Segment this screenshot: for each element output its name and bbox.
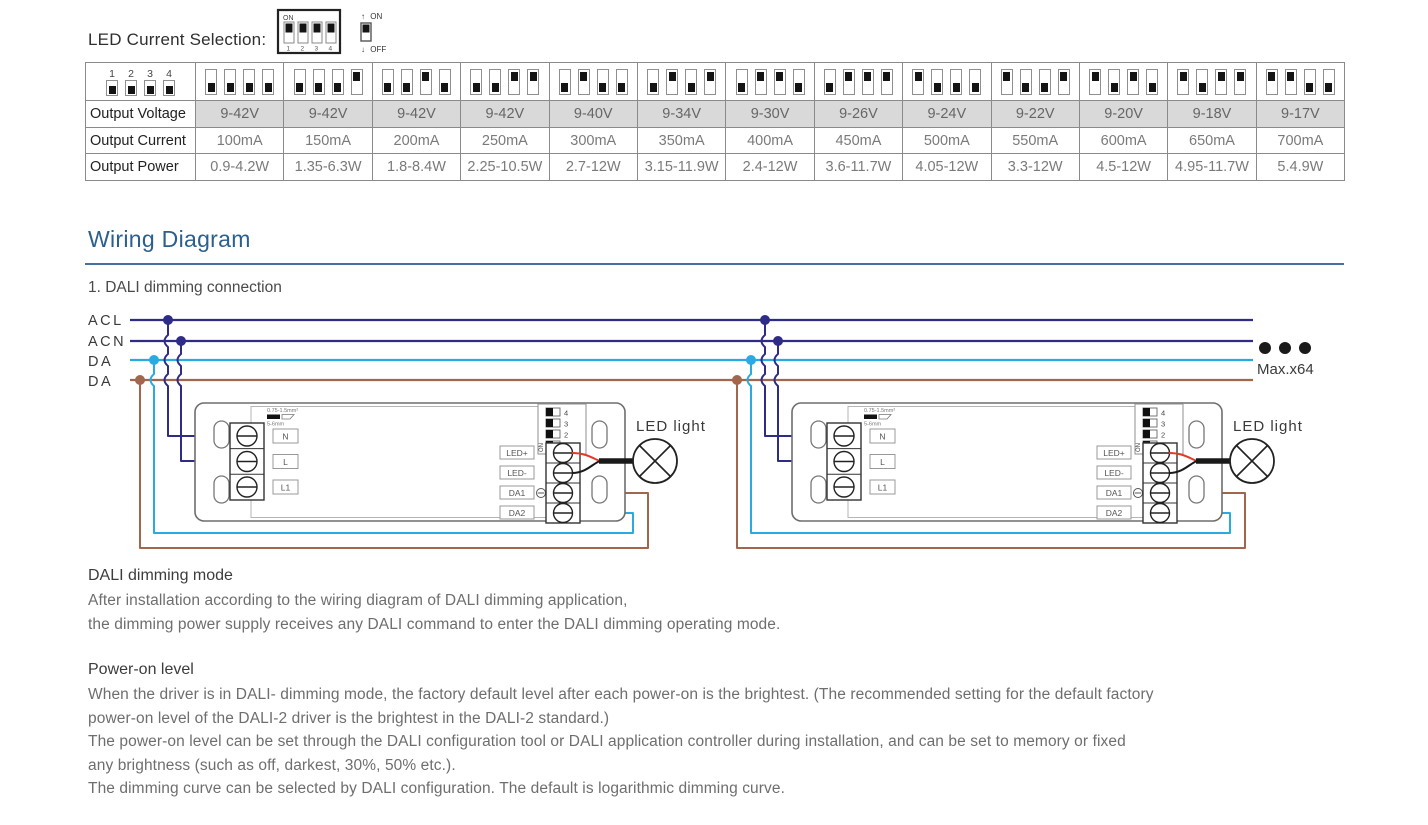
dip-switch	[862, 69, 874, 95]
dip-switch-legend-unit	[163, 69, 175, 96]
dip-legend	[86, 63, 195, 100]
dip-switch-group	[373, 63, 460, 100]
dip-switch	[163, 80, 175, 96]
dip-knob	[738, 83, 745, 92]
dip-state-cell	[284, 63, 372, 101]
screw-terminal	[237, 426, 257, 446]
svg-text:3: 3	[314, 45, 319, 53]
dip-switch	[685, 69, 697, 95]
dip-knob	[353, 72, 360, 81]
dip-box-on-label: ON	[283, 15, 294, 22]
dip-state-cell	[1256, 63, 1344, 101]
dip-knob	[1325, 83, 1332, 92]
terminal-label-da2: DA2	[508, 508, 526, 518]
led-driver-unit	[135, 315, 706, 548]
output-current-value: 500mA	[903, 128, 991, 154]
dip-switch-group	[196, 63, 283, 100]
dip-knob	[473, 83, 480, 92]
output-power-value: 4.95-11.7W	[1168, 154, 1256, 181]
dip-switch	[243, 69, 255, 95]
dip-knob	[166, 86, 173, 94]
dip-switch	[1266, 69, 1278, 95]
bus-label-acn: ACN	[88, 334, 127, 350]
dip-number: 2	[128, 68, 134, 80]
dip-switch	[559, 69, 571, 95]
dip-knob	[883, 72, 890, 81]
section-1	[88, 567, 1398, 636]
text-sections	[88, 567, 1398, 801]
dip-switch	[666, 69, 678, 95]
mount-hole	[214, 476, 229, 503]
driver-dip-on-label: ON	[539, 443, 545, 452]
section-heading: DALI dimming mode	[88, 567, 233, 584]
dip-switch	[912, 69, 924, 95]
wire-spec-label: 0.75-1.5mm²	[267, 408, 299, 414]
dip-knob	[265, 83, 272, 92]
output-power-row	[86, 154, 1345, 181]
dip-switch	[262, 69, 274, 95]
svg-text:3: 3	[564, 419, 569, 429]
output-power-value: 2.4-12W	[726, 154, 814, 181]
output-power-value: 2.25-10.5W	[461, 154, 549, 181]
arrow-down-icon: ↓	[361, 45, 366, 54]
terminal-label-l1: L1	[280, 482, 291, 493]
max-units-label: Max.x64	[1257, 361, 1314, 378]
svg-text:2: 2	[300, 45, 305, 53]
dip-switch	[224, 69, 236, 95]
output-current-value: 100mA	[196, 128, 284, 154]
dip-knob	[315, 83, 322, 92]
dip-knob	[109, 86, 116, 94]
dip-legend-cell	[86, 63, 196, 101]
output-power-value: 1.35-6.3W	[284, 154, 372, 181]
dip-knob	[1022, 83, 1029, 92]
acn-junction-dot	[176, 336, 186, 346]
section-line: power-on level of the DALI-2 driver is the brightest in the DALI-2 standard.)	[88, 709, 610, 727]
wiring-diagram-title: Wiring Diagram	[88, 226, 251, 252]
dip-knob	[147, 86, 154, 94]
dip-knob	[707, 72, 714, 81]
output-voltage-value: 9-42V	[461, 101, 549, 128]
svg-text:4: 4	[328, 45, 333, 53]
svg-text:4: 4	[564, 408, 569, 418]
dip-knob	[530, 72, 537, 81]
dip-knob	[1287, 72, 1294, 81]
dip-state-cell	[1168, 63, 1256, 101]
mount-hole	[592, 476, 607, 503]
output-voltage-value: 9-42V	[196, 101, 284, 128]
screw-terminal	[554, 484, 573, 503]
dip-state-cell	[903, 63, 991, 101]
dip-knob	[296, 83, 303, 92]
dip-switch	[439, 69, 451, 95]
bus-label-da1: DA	[88, 354, 114, 370]
led-light-label: LED light	[636, 418, 706, 435]
section-line: the dimming power supply receives any DALI command to enter the DALI dimming operating mode.	[88, 615, 781, 633]
dip-knob	[1268, 72, 1275, 81]
dip-knob	[208, 83, 215, 92]
dip-knob	[688, 83, 695, 92]
screw-terminal	[554, 504, 573, 523]
bus-lines	[130, 320, 1253, 380]
section-line: When the driver is in DALI- dimming mode, the factory default level after each power-on is the brightest. (The recommended setting for the default factory	[88, 686, 1154, 703]
dip-switch	[578, 69, 590, 95]
input-terminal-block	[230, 423, 298, 500]
dip-switch	[1285, 69, 1297, 95]
dip-state-cell	[196, 63, 284, 101]
dip-switch-legend-unit	[125, 69, 137, 96]
dip-knob	[826, 83, 833, 92]
dip-knob	[1130, 72, 1137, 81]
dip-state-cell	[461, 63, 549, 101]
output-voltage-value: 9-20V	[1079, 101, 1167, 128]
output-current-row	[86, 128, 1345, 154]
dip-knob	[972, 83, 979, 92]
output-voltage-value: 9-26V	[814, 101, 902, 128]
led-current-selection-label: LED Current Selection:	[88, 30, 267, 49]
bus-labels	[88, 313, 126, 390]
dip-state-cell	[814, 63, 902, 101]
dip-switch	[704, 69, 716, 95]
dip-knob	[227, 83, 234, 92]
output-current-value: 350mA	[637, 128, 725, 154]
dip-knob	[492, 83, 499, 92]
dip-knob	[599, 83, 606, 92]
dip-switch-group	[284, 63, 371, 100]
bus-label-acl: ACL	[88, 313, 124, 329]
bus-label-da2: DA	[88, 374, 114, 390]
dip-knob	[334, 83, 341, 92]
terminal-label-led-plus: LED+	[506, 448, 528, 458]
dip-switch	[950, 69, 962, 95]
dip-switch-group	[903, 63, 990, 100]
dip-switch	[332, 69, 344, 95]
dip-knob	[1237, 72, 1244, 81]
dip-switch	[824, 69, 836, 95]
dip-switch	[1234, 69, 1246, 95]
output-power-label: Output Power	[86, 154, 196, 181]
dip-knob	[1306, 83, 1313, 92]
dip-switch	[1058, 69, 1070, 95]
dip-knob	[561, 83, 568, 92]
led-current-selection-row	[88, 8, 401, 58]
dip-knob	[934, 83, 941, 92]
screw-terminal	[237, 452, 257, 472]
strip-length-label: 5-6mm	[267, 421, 285, 428]
dip-switch	[1108, 69, 1120, 95]
svg-text:1: 1	[286, 45, 291, 53]
dip-switch	[793, 69, 805, 95]
output-voltage-row	[86, 101, 1345, 128]
dip-state-cell	[726, 63, 814, 101]
terminal-label-led-minus: LED-	[507, 468, 527, 478]
section-divider	[85, 263, 1344, 265]
output-current-value: 150mA	[284, 128, 372, 154]
dip-knob	[618, 83, 625, 92]
output-power-value: 3.6-11.7W	[814, 154, 902, 181]
output-current-label: Output Current	[86, 128, 196, 154]
dip-switch	[597, 69, 609, 95]
dip-switch	[382, 69, 394, 95]
output-voltage-value: 9-40V	[549, 101, 637, 128]
section-line: After installation according to the wiring diagram of DALI dimming application,	[88, 592, 628, 609]
output-voltage-value: 9-42V	[284, 101, 372, 128]
dip-knob	[845, 72, 852, 81]
dip-knob	[669, 72, 676, 81]
dip-switch-legend-unit	[144, 69, 156, 96]
dip-switch	[1323, 69, 1335, 95]
dip-knob	[650, 83, 657, 92]
dip-switch	[489, 69, 501, 95]
output-current-value: 450mA	[814, 128, 902, 154]
dip-knob	[776, 72, 783, 81]
led-driver-unit-2	[732, 315, 1303, 548]
dip-switch-legend-unit	[106, 69, 118, 96]
continuation-dots	[1259, 342, 1311, 354]
output-voltage-value: 9-17V	[1256, 101, 1344, 128]
terminal-label-n: N	[282, 431, 289, 442]
dip-switch-icon	[276, 8, 401, 58]
dip-switch	[1039, 69, 1051, 95]
dip-switch	[420, 69, 432, 95]
output-power-value: 3.3-12W	[991, 154, 1079, 181]
dip-knob	[1199, 83, 1206, 92]
dip-switch-group	[726, 63, 813, 100]
section-line: The power-on level can be set through the DALI configuration tool or DALI application controller during installation, and can be set to memory or fixed	[88, 733, 1126, 750]
output-voltage-label: Output Voltage	[86, 101, 196, 128]
ground-symbol	[537, 489, 546, 498]
dip-switch	[508, 69, 520, 95]
dip-switch	[294, 69, 306, 95]
dip-switch	[1177, 69, 1189, 95]
dip-knob	[1218, 72, 1225, 81]
dip-knob	[384, 83, 391, 92]
dip-state-cell	[1079, 63, 1167, 101]
dip-state-cell	[991, 63, 1079, 101]
screw-terminal	[554, 464, 573, 483]
output-voltage-value: 9-34V	[637, 101, 725, 128]
dip-state-cell	[372, 63, 460, 101]
screw-terminal	[237, 477, 257, 497]
dip-knob	[953, 83, 960, 92]
legend-off-label: OFF	[370, 45, 387, 54]
dip-switch-group	[461, 63, 548, 100]
mount-hole	[214, 421, 229, 448]
dip-switch	[470, 69, 482, 95]
dip-knob	[1092, 72, 1099, 81]
dip-switch	[527, 69, 539, 95]
dip-switch	[401, 69, 413, 95]
output-power-value: 4.5-12W	[1079, 154, 1167, 181]
svg-text:↑ ON	[361, 12, 382, 21]
dip-switch	[1020, 69, 1032, 95]
dip-knob	[1041, 83, 1048, 92]
dip-knob	[403, 83, 410, 92]
dip-switch	[1146, 69, 1158, 95]
dip-legend	[361, 12, 386, 54]
terminal-label-l: L	[283, 457, 288, 467]
dip-knob	[757, 72, 764, 81]
arrow-up-icon: ↑	[361, 12, 366, 21]
dip-switch	[647, 69, 659, 95]
mount-hole	[592, 421, 607, 448]
output-power-value: 3.15-11.9W	[637, 154, 725, 181]
dip-state-cell	[637, 63, 725, 101]
output-current-value: 650mA	[1168, 128, 1256, 154]
section-line: The dimming curve can be selected by DALI configuration. The default is logarithmic dimming curve.	[88, 780, 786, 797]
dip-knob	[1149, 83, 1156, 92]
dip-knob	[1111, 83, 1118, 92]
output-power-value: 4.05-12W	[903, 154, 991, 181]
dip-number: 4	[166, 68, 172, 80]
output-power-value: 0.9-4.2W	[196, 154, 284, 181]
dip-switch	[969, 69, 981, 95]
output-current-value: 700mA	[1256, 128, 1344, 154]
output-power-value: 1.8-8.4W	[372, 154, 460, 181]
output-current-value: 550mA	[991, 128, 1079, 154]
dip-switch	[843, 69, 855, 95]
dip-knob	[795, 83, 802, 92]
dip-knob	[1003, 72, 1010, 81]
dip-switch	[774, 69, 786, 95]
dip-switch	[755, 69, 767, 95]
dip-switch	[736, 69, 748, 95]
dip-switch-group	[1168, 63, 1255, 100]
dip-header-row	[86, 63, 1345, 101]
led-lamp-symbol	[633, 439, 677, 483]
dip-knob	[246, 83, 253, 92]
dip-knob	[864, 72, 871, 81]
dip-knob	[128, 86, 135, 94]
dip-switch-group	[1080, 63, 1167, 100]
svg-text:2: 2	[564, 430, 569, 440]
legend-on-label: ON	[370, 12, 383, 21]
output-current-value: 200mA	[372, 128, 460, 154]
output-voltage-value: 9-42V	[372, 101, 460, 128]
output-current-value: 400mA	[726, 128, 814, 154]
terminal-label-da1: DA1	[508, 488, 526, 498]
dip-switch	[1215, 69, 1227, 95]
dip-number: 1	[109, 68, 115, 80]
dip-switch	[106, 80, 118, 96]
dip-switch	[1001, 69, 1013, 95]
dip-switch	[351, 69, 363, 95]
dip-knob	[580, 72, 587, 81]
spec-table	[85, 62, 1345, 181]
section-line: any brightness (such as off, darkest, 30%, 50% etc.).	[88, 756, 456, 774]
dip-switch	[1304, 69, 1316, 95]
output-power-value: 5.4.9W	[1256, 154, 1344, 181]
dip-state-cell	[549, 63, 637, 101]
dip-switch-group	[815, 63, 902, 100]
dip-switch	[313, 69, 325, 95]
output-current-value: 300mA	[549, 128, 637, 154]
dip-knob	[441, 83, 448, 92]
dip-switch	[144, 80, 156, 96]
dip-knob	[915, 72, 922, 81]
dip-switch	[881, 69, 893, 95]
svg-text:↓ OFF	[361, 45, 386, 54]
dip-switch	[1127, 69, 1139, 95]
dip-switch-group	[550, 63, 637, 100]
output-current-value: 600mA	[1079, 128, 1167, 154]
dali-connection-subtitle: 1. DALI dimming connection	[88, 279, 282, 296]
dip-knob	[1180, 72, 1187, 81]
dip-knob	[1060, 72, 1067, 81]
dali-wiring-diagram	[0, 303, 1428, 568]
dip-knob	[511, 72, 518, 81]
dip-knob	[422, 72, 429, 81]
dip-switch-group	[638, 63, 725, 100]
acl-junction-dot	[163, 315, 173, 325]
screw-terminal	[554, 444, 573, 463]
output-power-value: 2.7-12W	[549, 154, 637, 181]
dip-switch	[616, 69, 628, 95]
output-voltage-value: 9-22V	[991, 101, 1079, 128]
section-heading: Power-on level	[88, 661, 194, 678]
dip-number: 3	[147, 68, 153, 80]
output-voltage-value: 9-18V	[1168, 101, 1256, 128]
dip-switch	[1089, 69, 1101, 95]
dip-switch	[125, 80, 137, 96]
section-2	[88, 661, 1398, 801]
dip-switch-group	[1257, 63, 1344, 100]
dip-switch	[205, 69, 217, 95]
dip-switch	[931, 69, 943, 95]
output-voltage-value: 9-30V	[726, 101, 814, 128]
output-voltage-value: 9-24V	[903, 101, 991, 128]
output-current-value: 250mA	[461, 128, 549, 154]
dip-switch	[1196, 69, 1208, 95]
dip-switch-group	[992, 63, 1079, 100]
